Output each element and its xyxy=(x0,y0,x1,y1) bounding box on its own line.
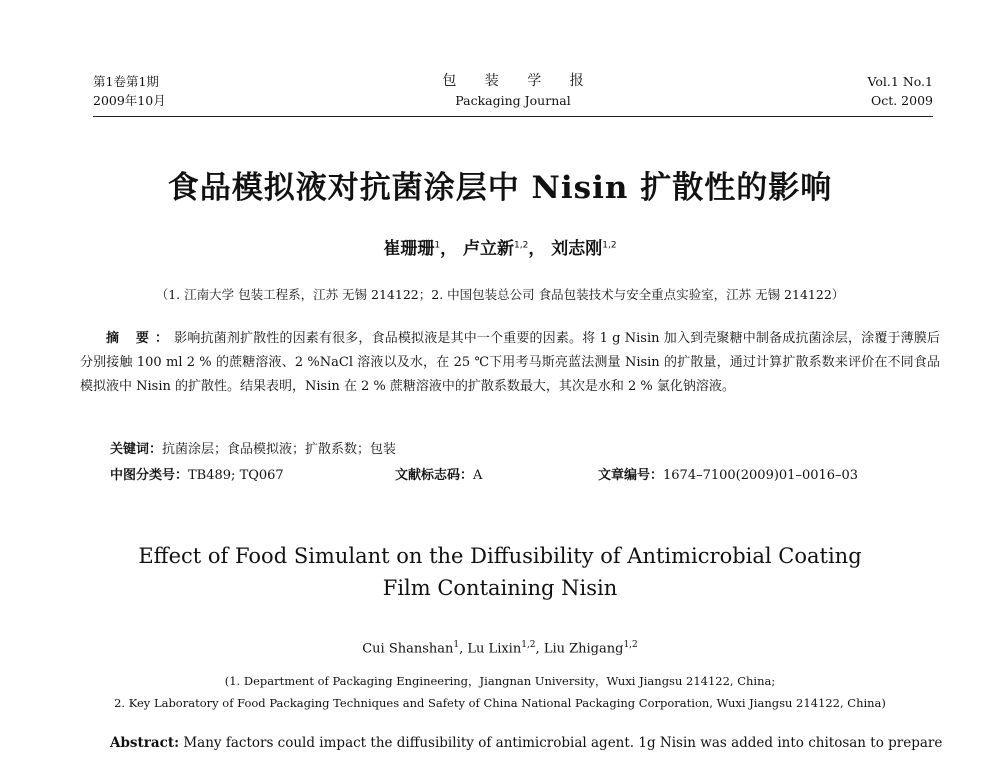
abstract-en-text: Many factors could impact the diffusibility of antimicrobial agent. 1g Nisin was added into chitosan to prepare xyxy=(183,735,943,751)
author-name: 刘志刚 xyxy=(551,239,603,259)
author-name: Lu Lixin xyxy=(467,641,522,657)
affiliation-cn: （1. 江南大学 包装工程系，江苏 无锡 214122；2. 中国包装总公司 食品包装技术与安全重点实验室，江苏 无锡 214122） xyxy=(155,287,845,302)
header-center xyxy=(442,72,596,110)
date-en: Oct. 2009 xyxy=(870,93,933,108)
date-cn: 2009年10月 xyxy=(93,93,166,108)
document-code-label: 文献标志码： xyxy=(395,468,474,483)
volume-issue-cn: 第1卷第1期 xyxy=(93,74,159,89)
paper-title-en-line: Effect of Food Simulant on the Diffusibility of Antimicrobial Coating xyxy=(138,544,862,568)
author-affiliation-mark: 1 xyxy=(434,240,441,251)
author-name: 崔珊珊 xyxy=(383,239,435,259)
author-list-cn: 崔珊珊$^1$， 卢立新$^{1,2}$， 刘志刚$^{1,2}$ xyxy=(383,239,617,259)
author-list-en: Cui Shanshan$^1$, Lu Lixin$^{1,2}$, Liu Zhigang$^{1,2}$ xyxy=(362,640,638,657)
abstract-cn-label: 摘 要： xyxy=(106,331,175,346)
volume-issue-en: Vol.1 No.1 xyxy=(867,74,933,89)
keywords-cn-label: 关键词： xyxy=(110,442,163,457)
author-affiliation-mark: 1 xyxy=(453,640,460,650)
author-affiliation-mark: 1,2 xyxy=(623,640,638,650)
abstract-en-label: Abstract: xyxy=(110,735,180,751)
document-code-value: A xyxy=(473,468,483,483)
abstract-cn xyxy=(80,327,940,399)
author-name: Liu Zhigang xyxy=(543,641,624,657)
keywords-cn-text: 抗菌涂层；食品模拟液；扩散系数；包装 xyxy=(162,442,397,457)
document-code xyxy=(395,464,482,483)
classification-meta xyxy=(110,464,940,484)
paper-title-cn: 食品模拟液对抗菌涂层中 Nisin 扩散性的影响 xyxy=(167,170,833,206)
header-left xyxy=(93,72,166,110)
running-header xyxy=(93,72,933,117)
author-name: 卢立新 xyxy=(463,239,515,259)
author-name: Cui Shanshan xyxy=(362,641,454,657)
clc-number xyxy=(110,464,284,483)
header-right xyxy=(868,72,933,110)
author-affiliation-mark: 1,2 xyxy=(521,640,536,650)
author-affiliation-mark: 1,2 xyxy=(602,240,617,251)
article-number-value: 1674–7100(2009)01–0016–03 xyxy=(663,468,859,483)
paper-title-en xyxy=(0,540,1000,604)
paper-title-en-line: Film Containing Nisin xyxy=(382,576,618,600)
abstract-en xyxy=(110,735,943,751)
affiliation-en-line: 2. Key Laboratory of Food Packaging Techniques and Safety of China National Packaging Corporation, Wuxi Jiangsu 214122, China) xyxy=(114,696,886,710)
keywords-cn xyxy=(110,438,396,457)
abstract-cn-text: 影响抗菌剂扩散性的因素有很多，食品模拟液是其中一个重要的因素。将 1 g Nisin 加入到壳聚糖中制备成抗菌涂层，涂覆于薄膜后分别接触 100 ml 2 % 的蔗糖溶液、2 %NaCl 溶液以及水，在 25 ℃下用考马斯亮蓝法测量 Nisin 的扩散量，通过计算扩散系数来评价在不同食品模拟液中 Nisin 的扩散性。结果表明，Nisin 在 2 % 蔗糖溶液中的扩散系数最大，其次是水和 2 % 氯化钠溶液。 xyxy=(80,331,940,394)
clc-label: 中图分类号： xyxy=(110,468,189,483)
author-affiliation-mark: 1,2 xyxy=(514,240,529,251)
journal-name-en: Packaging Journal xyxy=(455,93,571,108)
clc-value: TB489; TQ067 xyxy=(188,468,284,483)
article-number-label: 文章编号： xyxy=(598,468,664,483)
affiliation-en xyxy=(0,670,1000,714)
journal-name-cn: 包 装 学 报 xyxy=(442,73,596,89)
affiliation-en-line: (1. Department of Packaging Engineering，Jiangnan University，Wuxi Jiangsu 214122, China; xyxy=(224,674,776,688)
article-number xyxy=(598,464,858,483)
